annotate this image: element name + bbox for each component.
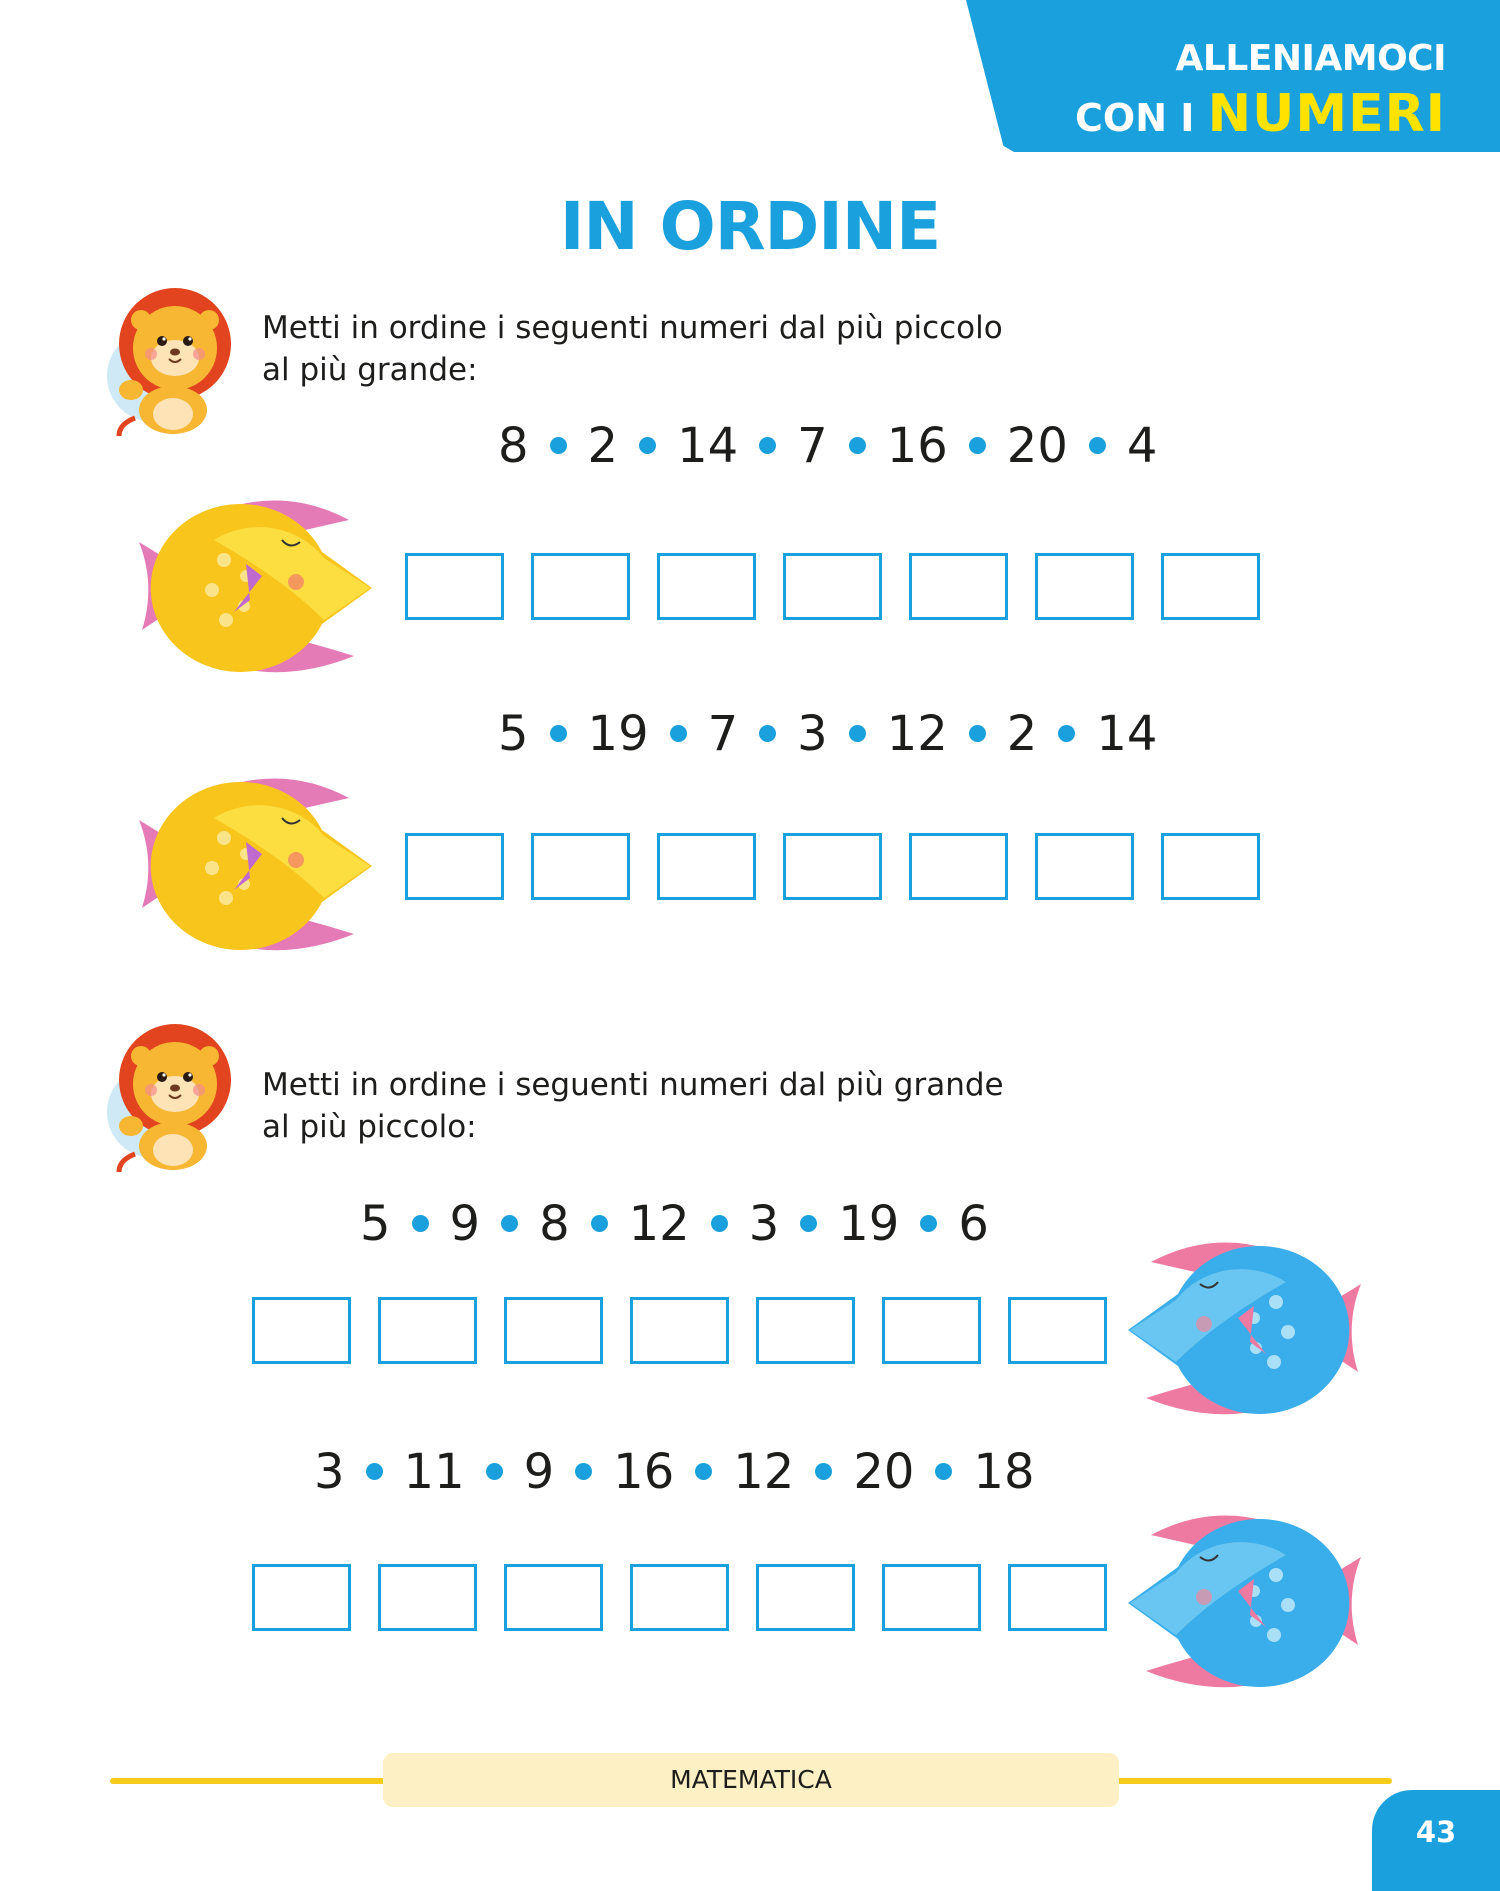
- separator-dot: [695, 1463, 712, 1480]
- separator-dot: [591, 1215, 608, 1232]
- number: 2: [587, 418, 619, 474]
- separator-dot: [800, 1215, 817, 1232]
- answer-box[interactable]: [783, 833, 882, 900]
- separator-dot: [1089, 437, 1106, 454]
- separator-dot: [486, 1463, 503, 1480]
- answer-box[interactable]: [630, 1564, 729, 1631]
- answer-box[interactable]: [1008, 1564, 1107, 1631]
- answer-box[interactable]: [783, 553, 882, 620]
- number: 14: [1096, 706, 1158, 762]
- number: 4: [1126, 418, 1158, 474]
- separator-dot: [969, 725, 986, 742]
- number: 9: [449, 1196, 481, 1252]
- number: 5: [498, 706, 529, 762]
- answer-box[interactable]: [378, 1564, 477, 1631]
- separator-dot: [815, 1463, 832, 1480]
- answer-box[interactable]: [504, 1297, 603, 1364]
- number: 5: [360, 1196, 391, 1252]
- separator-dot: [935, 1463, 952, 1480]
- answer-box[interactable]: [756, 1564, 855, 1631]
- exercise-1-instruction: [262, 307, 1122, 391]
- footer-subject: MATEMATICA: [383, 1753, 1119, 1807]
- answer-boxes: [252, 1297, 1107, 1364]
- number: 9: [523, 1444, 555, 1500]
- number: 20: [1006, 418, 1068, 474]
- number: 16: [613, 1444, 675, 1500]
- separator-dot: [849, 725, 866, 742]
- blue-fish-icon: [1126, 1495, 1366, 1705]
- number: 8: [498, 418, 529, 474]
- yellow-fish-icon: [134, 480, 374, 690]
- number: 18: [973, 1444, 1035, 1500]
- separator-dot: [501, 1215, 518, 1232]
- answer-box[interactable]: [1035, 833, 1134, 900]
- header-highlight: NUMERI: [1207, 84, 1446, 144]
- instruction-line: al più grande:: [262, 352, 478, 388]
- number: 12: [886, 706, 948, 762]
- instruction-line: Metti in ordine i seguenti numeri dal più grande: [262, 1067, 1004, 1103]
- number: 11: [403, 1444, 465, 1500]
- page-title: IN ORDINE: [559, 188, 941, 265]
- number: 3: [314, 1444, 345, 1500]
- exercise-2-instruction: [262, 1064, 1122, 1148]
- number: 16: [886, 418, 948, 474]
- separator-dot: [849, 437, 866, 454]
- number: 6: [958, 1196, 989, 1252]
- separator-dot: [575, 1463, 592, 1480]
- answer-box[interactable]: [756, 1297, 855, 1364]
- number: 2: [1006, 706, 1038, 762]
- separator-dot: [920, 1215, 937, 1232]
- answer-box[interactable]: [909, 553, 1008, 620]
- footer-line-left: [110, 1778, 400, 1784]
- answer-box[interactable]: [1161, 553, 1260, 620]
- separator-dot: [759, 437, 776, 454]
- separator-dot: [670, 725, 687, 742]
- answer-boxes: [252, 1564, 1107, 1631]
- number-sequence: [314, 1444, 1034, 1500]
- number: 3: [797, 706, 828, 762]
- number: 7: [797, 418, 828, 474]
- answer-box[interactable]: [1008, 1297, 1107, 1364]
- number: 12: [628, 1196, 690, 1252]
- yellow-fish-icon: [134, 758, 374, 968]
- page-number: 43: [1372, 1790, 1500, 1891]
- separator-dot: [412, 1215, 429, 1232]
- answer-box[interactable]: [630, 1297, 729, 1364]
- header-line2-prefix: CON I: [1075, 96, 1208, 140]
- answer-boxes: [405, 833, 1260, 900]
- number: 3: [748, 1196, 780, 1252]
- header-line1: ALLENIAMOCI: [1175, 38, 1446, 79]
- lion-icon: [105, 1022, 235, 1172]
- number: 19: [587, 706, 649, 762]
- blue-fish-icon: [1126, 1222, 1366, 1432]
- answer-box[interactable]: [657, 553, 756, 620]
- number-sequence: [360, 1196, 989, 1252]
- number: 20: [853, 1444, 915, 1500]
- instruction-line: Metti in ordine i seguenti numeri dal più piccolo: [262, 310, 1003, 346]
- number: 12: [733, 1444, 795, 1500]
- answer-box[interactable]: [531, 553, 630, 620]
- number: 8: [539, 1196, 570, 1252]
- answer-box[interactable]: [405, 553, 504, 620]
- answer-box[interactable]: [405, 833, 504, 900]
- answer-box[interactable]: [1161, 833, 1260, 900]
- answer-box[interactable]: [909, 833, 1008, 900]
- separator-dot: [639, 437, 656, 454]
- answer-box[interactable]: [1035, 553, 1134, 620]
- separator-dot: [759, 725, 776, 742]
- separator-dot: [366, 1463, 383, 1480]
- separator-dot: [550, 437, 567, 454]
- lion-icon: [105, 286, 235, 436]
- answer-box[interactable]: [531, 833, 630, 900]
- answer-box[interactable]: [252, 1297, 351, 1364]
- number-sequence: [498, 418, 1157, 474]
- separator-dot: [550, 725, 567, 742]
- separator-dot: [711, 1215, 728, 1232]
- separator-dot: [969, 437, 986, 454]
- number-sequence: [498, 706, 1157, 762]
- number: 14: [677, 418, 739, 474]
- answer-box[interactable]: [657, 833, 756, 900]
- separator-dot: [1058, 725, 1075, 742]
- number: 7: [707, 706, 739, 762]
- answer-boxes: [405, 553, 1260, 620]
- number: 19: [838, 1196, 900, 1252]
- answer-box[interactable]: [882, 1297, 981, 1364]
- answer-box[interactable]: [504, 1564, 603, 1631]
- answer-box[interactable]: [882, 1564, 981, 1631]
- instruction-line: al più piccolo:: [262, 1109, 477, 1145]
- footer-line-right: [1102, 1778, 1392, 1784]
- answer-box[interactable]: [378, 1297, 477, 1364]
- header-line2: [1075, 84, 1446, 144]
- answer-box[interactable]: [252, 1564, 351, 1631]
